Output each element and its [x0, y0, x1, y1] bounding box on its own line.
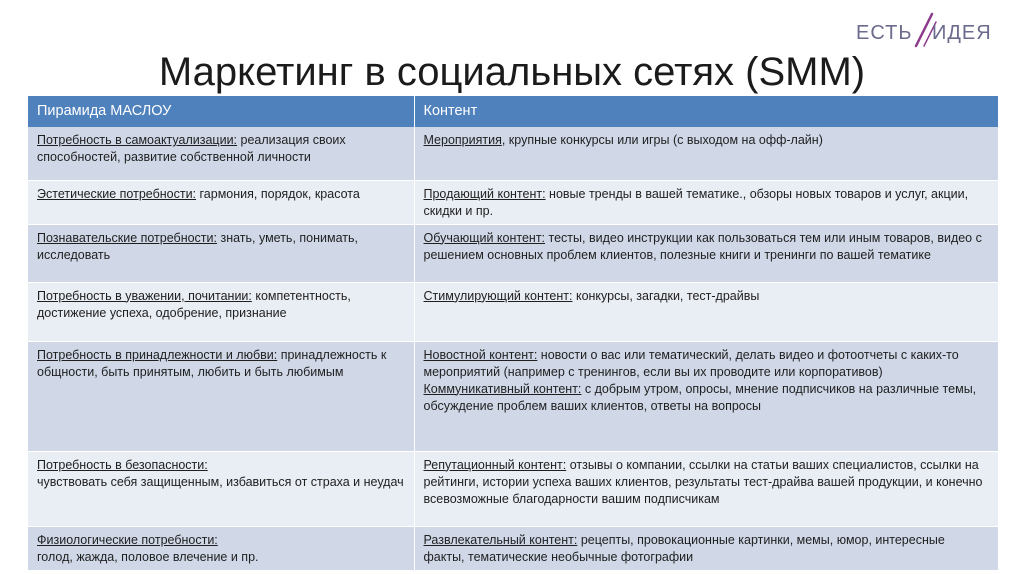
table-row — [28, 341, 998, 451]
table-row — [28, 526, 998, 570]
need-text: принадлежность к общности, быть принятым, любить и быть любимым — [37, 347, 387, 379]
content-label: Мероприятия — [423, 133, 502, 147]
content-text: с добрым утром, опросы, мнение подписчиков на различные темы, обсуждение проблем ваших клиентов, ответы на вопросы — [423, 381, 977, 413]
content-label: Новостной контент: — [423, 347, 538, 362]
table-row — [28, 180, 998, 224]
content-label: Развлекательный контент: — [423, 532, 578, 547]
table-header-row — [28, 96, 998, 127]
page-title: Маркетинг в социальных сетях (SMM) — [158, 50, 866, 94]
content-cell — [414, 224, 998, 282]
maslow-content-table — [28, 96, 999, 571]
need-label: Потребность в безопасности: — [37, 457, 208, 472]
table-row — [28, 224, 998, 282]
content-text: рецепты, провокационные картинки, мемы, юмор, интересные факты, тематические необычные фотографии — [423, 532, 945, 564]
table-row — [28, 282, 998, 341]
need-text: компетентность, достижение успеха, одобрение, признание — [37, 288, 351, 320]
content-cell — [414, 451, 998, 526]
content-text: , крупные конкурсы или игры (с выходом на офф-лайн) — [501, 133, 823, 147]
content-cell — [414, 526, 998, 570]
content-label: Репутационный контент: — [423, 457, 567, 472]
content-cell — [414, 180, 998, 224]
header-content: Контент — [414, 96, 998, 127]
need-text: голод, жажда, половое влечение и пр. — [37, 549, 259, 564]
header-maslow: Пирамида МАСЛОУ — [28, 96, 414, 127]
table-row — [28, 127, 998, 180]
need-label: Потребность в принадлежности и любви: — [37, 347, 278, 362]
need-label: Потребность в самоактуализации: — [37, 133, 238, 147]
need-cell — [28, 341, 414, 451]
logo-text-part2: ИДЕЯ — [932, 22, 992, 44]
need-cell — [28, 282, 414, 341]
content-label: Стимулирующий контент: — [423, 288, 573, 303]
need-text: знать, уметь, понимать, исследовать — [37, 230, 358, 262]
content-text: конкурсы, загадки, тест-драйвы — [572, 288, 760, 303]
need-cell — [28, 224, 414, 282]
need-label: Физиологические потребности: — [37, 532, 218, 547]
need-label: Эстетические потребности: — [37, 186, 197, 201]
need-cell — [28, 451, 414, 526]
need-text: реализация своих способностей, развитие собственной личности — [37, 133, 346, 164]
content-label: Коммуникативный контент: — [423, 381, 582, 396]
content-label: Обучающий контент: — [423, 230, 546, 245]
need-text: чувствовать себя защищенным, избавиться от страха и неудач — [37, 474, 404, 489]
content-text: новости о вас или тематический, делать видео и фотоотчеты с каких-то мероприятий (например с тренингов, если вы их проводите или корпоративов) — [423, 347, 959, 379]
content-label: Продающий контент: — [423, 186, 546, 201]
need-text: гармония, порядок, красота — [196, 186, 360, 201]
need-cell — [28, 127, 414, 180]
content-cell — [414, 282, 998, 341]
need-label: Потребность в уважении, почитании: — [37, 288, 252, 303]
content-cell — [414, 341, 998, 451]
table-row — [28, 451, 998, 526]
need-label: Познавательские потребности: — [37, 230, 217, 245]
content-cell — [414, 127, 998, 180]
content-text: новые тренды в вашей тематике., обзоры новых товаров и услуг, акции, скидки и пр. — [423, 186, 969, 218]
need-cell — [28, 526, 414, 570]
logo-text-part1: ЕСТЬ — [856, 22, 913, 44]
content-text: отзывы о компании, ссылки на статьи ваших специалистов, ссылки на рейтинги, истории успеха ваших клиентов, результаты тест-драйва вашей продукции, и конечно всевозможные благодарности вашим подписчикам — [423, 457, 983, 506]
need-cell — [28, 180, 414, 224]
content-text: тесты, видео инструкции как пользоваться тем или иным товаров, видео с решением основных проблем клиентов, полезные книги и тренинги по вашей тематике — [423, 230, 982, 262]
